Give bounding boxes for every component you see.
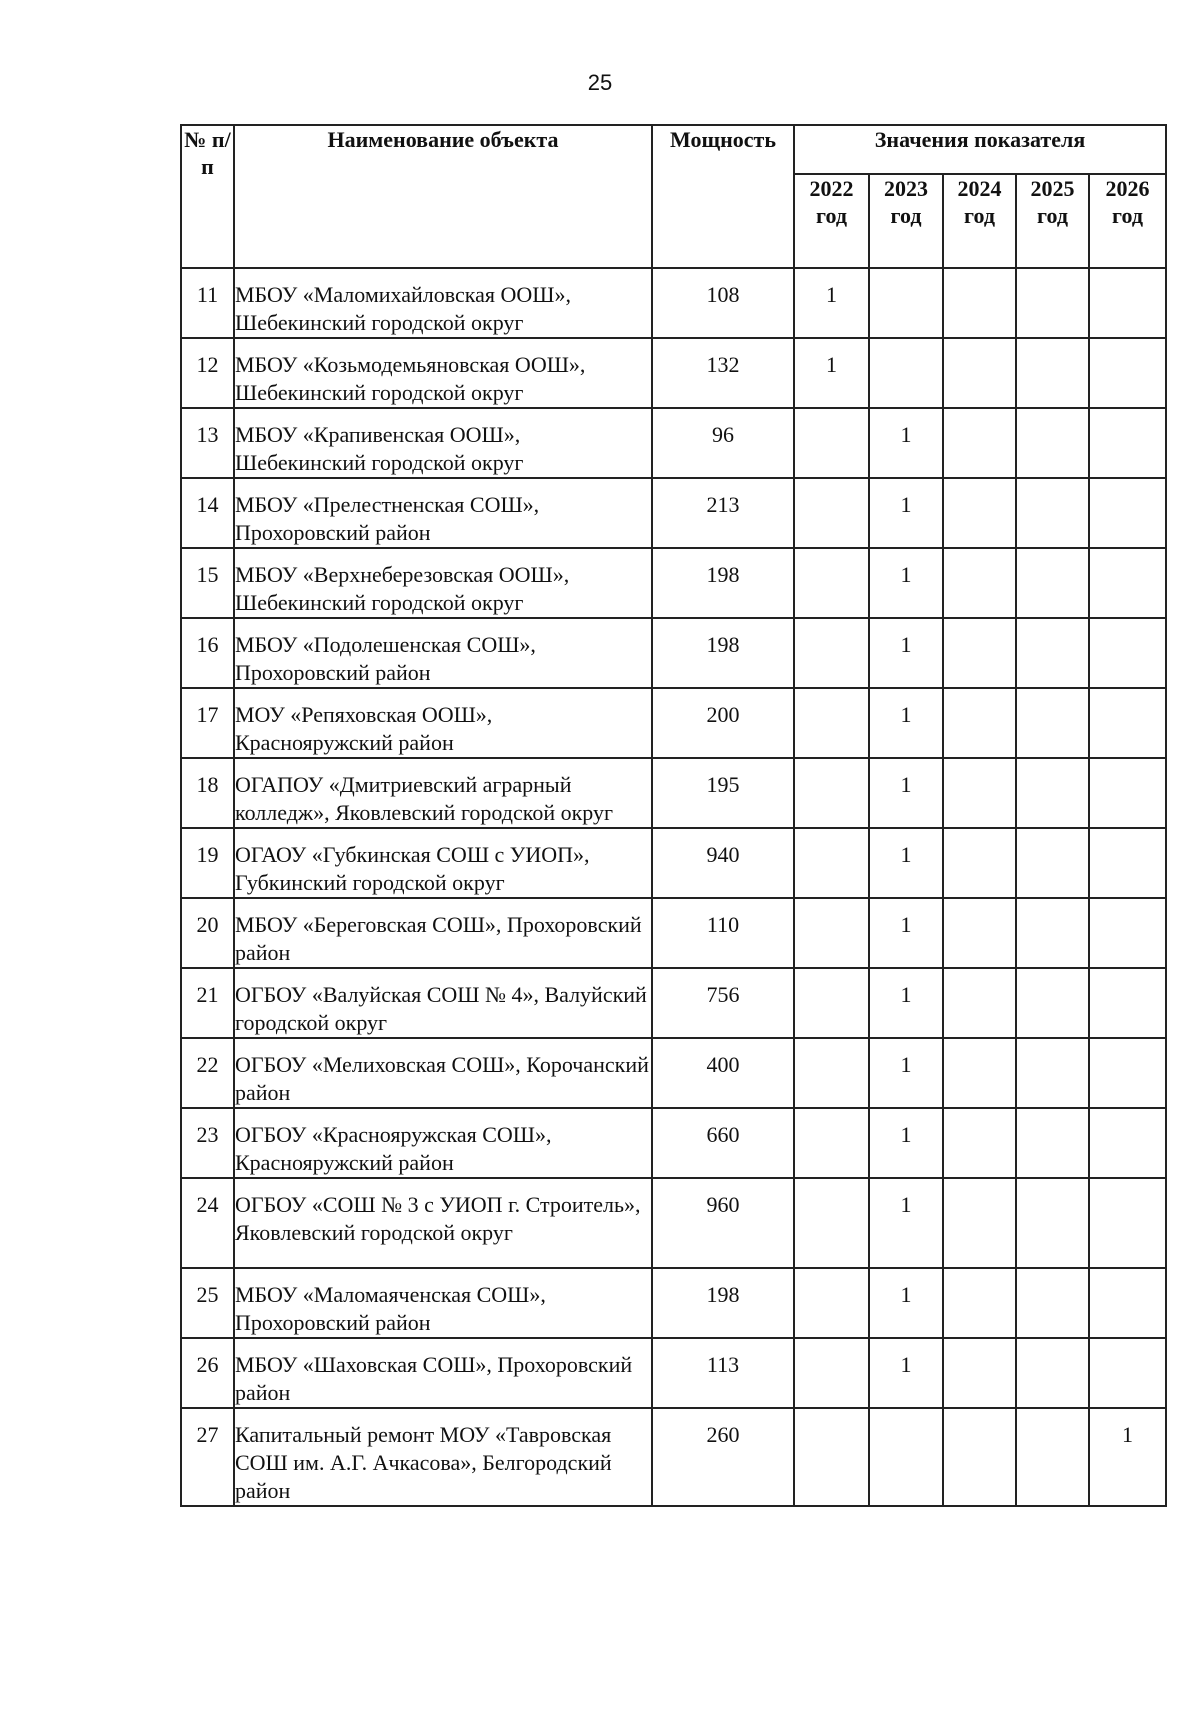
value-cell-2025: [1016, 898, 1089, 968]
row-number-cell: 25: [181, 1268, 234, 1338]
header-object-name: Наименование объекта: [234, 125, 652, 268]
header-year-2022: 2022 год: [794, 174, 869, 268]
row-number-cell: 23: [181, 1108, 234, 1178]
value-cell-2022: [794, 1338, 869, 1408]
value-cell-2022: [794, 828, 869, 898]
value-cell-2023: 1: [869, 618, 943, 688]
row-number-cell: 27: [181, 1408, 234, 1506]
table-row: [181, 548, 1166, 618]
value-cell-2022: [794, 618, 869, 688]
value-cell-2026: [1089, 898, 1166, 968]
value-cell-2026: [1089, 688, 1166, 758]
value-cell-2022: [794, 408, 869, 478]
value-cell-2023: 1: [869, 1268, 943, 1338]
value-cell-2024: [943, 338, 1016, 408]
value-cell-2024: [943, 548, 1016, 618]
object-name-cell: ОГБОУ «Мелиховская СОШ», Корочанский район: [234, 1038, 652, 1108]
row-number-cell: 16: [181, 618, 234, 688]
capacity-cell: 756: [652, 968, 794, 1038]
table-row: [181, 1408, 1166, 1506]
table-row: [181, 968, 1166, 1038]
header-year-2026: 2026 год: [1089, 174, 1166, 268]
value-cell-2026: [1089, 968, 1166, 1038]
object-name-cell: ОГБОУ «Валуйская СОШ № 4», Валуйский городской округ: [234, 968, 652, 1038]
value-cell-2024: [943, 1408, 1016, 1506]
value-cell-2026: [1089, 408, 1166, 478]
value-cell-2025: [1016, 548, 1089, 618]
header-year-2023: 2023 год: [869, 174, 943, 268]
row-number-cell: 14: [181, 478, 234, 548]
row-number-cell: 13: [181, 408, 234, 478]
value-cell-2025: [1016, 758, 1089, 828]
capacity-cell: 200: [652, 688, 794, 758]
value-cell-2025: [1016, 968, 1089, 1038]
table-row: [181, 1268, 1166, 1338]
object-name-cell: МОУ «Репяховская ООШ», Краснояружский район: [234, 688, 652, 758]
value-cell-2023: 1: [869, 1178, 943, 1268]
row-number-cell: 17: [181, 688, 234, 758]
value-cell-2024: [943, 758, 1016, 828]
object-name-cell: Капитальный ремонт МОУ «Тавровская СОШ им. А.Г. Ачкасова», Белгородский район: [234, 1408, 652, 1506]
table-row: [181, 1038, 1166, 1108]
value-cell-2023: 1: [869, 478, 943, 548]
value-cell-2023: [869, 338, 943, 408]
capacity-cell: 198: [652, 1268, 794, 1338]
capacity-cell: 198: [652, 618, 794, 688]
table-row: [181, 268, 1166, 338]
value-cell-2024: [943, 898, 1016, 968]
value-cell-2023: 1: [869, 968, 943, 1038]
table-row: [181, 1338, 1166, 1408]
capacity-cell: 110: [652, 898, 794, 968]
capacity-cell: 96: [652, 408, 794, 478]
value-cell-2022: [794, 1108, 869, 1178]
value-cell-2023: 1: [869, 548, 943, 618]
value-cell-2026: [1089, 828, 1166, 898]
value-cell-2022: [794, 968, 869, 1038]
value-cell-2025: [1016, 1178, 1089, 1268]
table-row: [181, 1178, 1166, 1268]
capacity-cell: 960: [652, 1178, 794, 1268]
indicator-table: [180, 124, 1167, 1507]
value-cell-2023: 1: [869, 1108, 943, 1178]
value-cell-2025: [1016, 1338, 1089, 1408]
value-cell-2024: [943, 968, 1016, 1038]
value-cell-2022: [794, 548, 869, 618]
object-name-cell: МБОУ «Шаховская СОШ», Прохоровский район: [234, 1338, 652, 1408]
object-name-cell: МБОУ «Береговская СОШ», Прохоровский район: [234, 898, 652, 968]
value-cell-2026: [1089, 478, 1166, 548]
value-cell-2023: 1: [869, 898, 943, 968]
value-cell-2024: [943, 478, 1016, 548]
value-cell-2024: [943, 1338, 1016, 1408]
value-cell-2026: [1089, 548, 1166, 618]
value-cell-2025: [1016, 618, 1089, 688]
value-cell-2026: [1089, 1038, 1166, 1108]
value-cell-2023: [869, 268, 943, 338]
object-name-cell: МБОУ «Маломаяченская СОШ», Прохоровский район: [234, 1268, 652, 1338]
value-cell-2022: [794, 1178, 869, 1268]
table-row: [181, 828, 1166, 898]
value-cell-2023: [869, 1408, 943, 1506]
object-name-cell: МБОУ «Козьмодемьяновская ООШ», Шебекинский городской округ: [234, 338, 652, 408]
value-cell-2024: [943, 1178, 1016, 1268]
value-cell-2026: [1089, 338, 1166, 408]
capacity-cell: 400: [652, 1038, 794, 1108]
table-row: [181, 408, 1166, 478]
value-cell-2025: [1016, 408, 1089, 478]
value-cell-2023: 1: [869, 1038, 943, 1108]
value-cell-2022: [794, 758, 869, 828]
header-number: № п/п: [181, 125, 234, 268]
table-row: [181, 338, 1166, 408]
page-number: 25: [587, 70, 613, 95]
value-cell-2022: 1: [794, 338, 869, 408]
object-name-cell: МБОУ «Подолешенская СОШ», Прохоровский район: [234, 618, 652, 688]
value-cell-2026: [1089, 1268, 1166, 1338]
row-number-cell: 11: [181, 268, 234, 338]
value-cell-2022: [794, 478, 869, 548]
row-number-cell: 22: [181, 1038, 234, 1108]
capacity-cell: 113: [652, 1338, 794, 1408]
capacity-cell: 260: [652, 1408, 794, 1506]
table-row: [181, 758, 1166, 828]
header-capacity: Мощность: [652, 125, 794, 268]
capacity-cell: 660: [652, 1108, 794, 1178]
row-number-cell: 12: [181, 338, 234, 408]
object-name-cell: МБОУ «Прелестненская СОШ», Прохоровский район: [234, 478, 652, 548]
header-indicator-values: Значения показателя: [794, 125, 1166, 174]
value-cell-2024: [943, 828, 1016, 898]
value-cell-2026: [1089, 268, 1166, 338]
header-year-2025: 2025 год: [1016, 174, 1089, 268]
value-cell-2025: [1016, 338, 1089, 408]
value-cell-2025: [1016, 1038, 1089, 1108]
value-cell-2026: [1089, 1338, 1166, 1408]
table-row: [181, 1108, 1166, 1178]
value-cell-2023: 1: [869, 408, 943, 478]
table-row: [181, 478, 1166, 548]
object-name-cell: ОГБОУ «СОШ № 3 с УИОП г. Строитель», Яковлевский городской округ: [234, 1178, 652, 1268]
value-cell-2026: 1: [1089, 1408, 1166, 1506]
object-name-cell: ОГАОУ «Губкинская СОШ с УИОП», Губкинский городской округ: [234, 828, 652, 898]
value-cell-2025: [1016, 688, 1089, 758]
object-name-cell: ОГБОУ «Краснояружская СОШ», Краснояружский район: [234, 1108, 652, 1178]
value-cell-2022: [794, 898, 869, 968]
value-cell-2024: [943, 1038, 1016, 1108]
value-cell-2025: [1016, 1108, 1089, 1178]
capacity-cell: 195: [652, 758, 794, 828]
value-cell-2026: [1089, 1178, 1166, 1268]
row-number-cell: 18: [181, 758, 234, 828]
value-cell-2025: [1016, 1268, 1089, 1338]
object-name-cell: МБОУ «Верхнеберезовская ООШ», Шебекинский городской округ: [234, 548, 652, 618]
row-number-cell: 24: [181, 1178, 234, 1268]
value-cell-2023: 1: [869, 1338, 943, 1408]
capacity-cell: 198: [652, 548, 794, 618]
capacity-cell: 213: [652, 478, 794, 548]
capacity-cell: 132: [652, 338, 794, 408]
value-cell-2024: [943, 268, 1016, 338]
value-cell-2024: [943, 688, 1016, 758]
value-cell-2022: [794, 1408, 869, 1506]
row-number-cell: 21: [181, 968, 234, 1038]
value-cell-2024: [943, 618, 1016, 688]
value-cell-2025: [1016, 1408, 1089, 1506]
value-cell-2023: 1: [869, 828, 943, 898]
value-cell-2024: [943, 1268, 1016, 1338]
value-cell-2022: [794, 688, 869, 758]
value-cell-2024: [943, 408, 1016, 478]
capacity-cell: 940: [652, 828, 794, 898]
value-cell-2024: [943, 1108, 1016, 1178]
value-cell-2022: [794, 1038, 869, 1108]
table-row: [181, 618, 1166, 688]
value-cell-2026: [1089, 1108, 1166, 1178]
object-name-cell: МБОУ «Крапивенская ООШ», Шебекинский городской округ: [234, 408, 652, 478]
value-cell-2023: 1: [869, 688, 943, 758]
value-cell-2026: [1089, 618, 1166, 688]
value-cell-2022: 1: [794, 268, 869, 338]
capacity-cell: 108: [652, 268, 794, 338]
object-name-cell: МБОУ «Маломихайловская ООШ», Шебекинский городской округ: [234, 268, 652, 338]
value-cell-2025: [1016, 268, 1089, 338]
row-number-cell: 15: [181, 548, 234, 618]
row-number-cell: 26: [181, 1338, 234, 1408]
value-cell-2022: [794, 1268, 869, 1338]
header-year-2024: 2024 год: [943, 174, 1016, 268]
table-row: [181, 898, 1166, 968]
table-body: [181, 268, 1166, 1506]
table-row: [181, 688, 1166, 758]
value-cell-2025: [1016, 478, 1089, 548]
value-cell-2023: 1: [869, 758, 943, 828]
row-number-cell: 19: [181, 828, 234, 898]
object-name-cell: ОГАПОУ «Дмитриевский аграрный колледж», Яковлевский городской округ: [234, 758, 652, 828]
value-cell-2026: [1089, 758, 1166, 828]
value-cell-2025: [1016, 828, 1089, 898]
row-number-cell: 20: [181, 898, 234, 968]
